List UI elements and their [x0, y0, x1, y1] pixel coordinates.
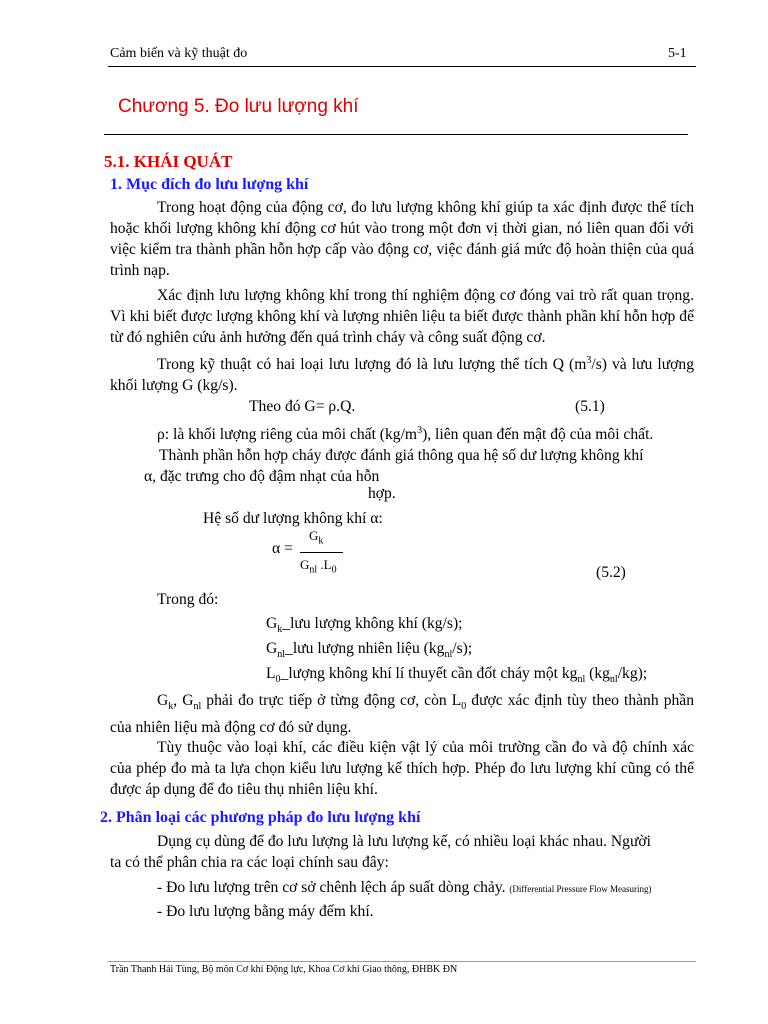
- def3-text: _lượng không khí lí thuyết cần đốt cháy một kg: [280, 665, 578, 682]
- def2-text: _lưu lượng nhiên liệu (kg: [285, 640, 445, 657]
- definition-gk: [266, 613, 463, 640]
- def1-sym: G: [266, 615, 278, 632]
- paragraph-3: [110, 350, 694, 396]
- p5-text-a: phải đo trực tiếp ở từng động cơ, còn L: [201, 692, 462, 709]
- fraction-lhs: α =: [272, 540, 293, 557]
- def3-mid: (kg: [585, 665, 610, 682]
- def2-sym: G: [266, 640, 278, 657]
- chapter-title: Chương 5. Đo lưu lượng khí: [118, 96, 359, 117]
- paragraph-6: Tùy thuộc vào loại khí, các điều kiện vật lý của môi trường cần đo và độ chính xác của phép đo mà ta lựa chọn kiểu lưu lượng kế thích hợp. Phép đo lưu lượng khí cũng có thể được áp dụng để đo tiêu thụ nhiên liệu khí.: [110, 739, 694, 798]
- p3-sup: 3: [586, 355, 592, 366]
- p3-text-a: Trong kỹ thuật có hai loại lưu lượng đó là lưu lượng thể tích Q (m: [157, 356, 587, 374]
- equation-5-1: Theo đó G= ρ.Q.: [249, 398, 356, 415]
- fraction-numerator: [309, 528, 323, 547]
- def2-sub: nl: [277, 649, 286, 661]
- def3-sym: L: [266, 665, 276, 682]
- sub2-p1-line-1: Dụng cụ dùng để đo lưu lượng là lưu lượng kế, có nhiều loại khác nhau. Người: [157, 833, 652, 850]
- paragraph-1: Trong hoạt động của động cơ, đo lưu lượng không khí giúp ta xác định được thể tích hoặc khối lượng không khí động cơ hút vào trong một đơn vị thời gian, nó liên quan đối với việc kiểm tra thành phần hỗn hợp cấp vào động cơ, việc đánh giá mức độ hoàn thiện của quá trình nạp.: [110, 199, 694, 279]
- frac-num-sub: k: [318, 535, 324, 547]
- frac-den-sub2: 0: [331, 564, 337, 576]
- def3-sub2: nl: [577, 674, 586, 686]
- rho-sup: 3: [417, 425, 423, 436]
- def2-tail: /s);: [452, 640, 473, 657]
- chapter-rule: [104, 134, 688, 135]
- header-page-number: 5-1: [668, 46, 687, 61]
- p5-sub1: k: [168, 701, 174, 713]
- def1-sub: k: [277, 624, 283, 636]
- def2-sub2: nl: [444, 649, 453, 661]
- equation-5-1-number: (5.1): [575, 398, 605, 415]
- p5-sub3: 0: [461, 701, 467, 713]
- p3-text-b: /s) và lưu lượng khối lượng G (kg/s).: [110, 356, 694, 395]
- sub2-p1-line-2: ta có thể phân chia ra các loại chính sau đây:: [110, 854, 389, 871]
- def3-sub3: nl: [609, 674, 618, 686]
- p5-sub2: nl: [193, 701, 202, 713]
- subsection-2-title: 2. Phân loại các phương pháp đo lưu lượng khí: [100, 809, 421, 826]
- def3-tail: /kg);: [617, 665, 648, 682]
- equation-5-2-number: (5.2): [596, 564, 626, 581]
- p4-line-3: hợp.: [368, 485, 396, 502]
- p5-sep: , G: [173, 692, 194, 709]
- bullet-1: [157, 877, 651, 900]
- p5-G1: G: [157, 692, 169, 709]
- bullet-2: - Đo lưu lượng bằng máy đếm khí.: [157, 903, 374, 920]
- footer-text: Trần Thanh Hải Tùng, Bộ môn Cơ khí Động lực, Khoa Cơ khí Giao thông, ĐHBK ĐN: [110, 964, 458, 975]
- rho-definition: [157, 420, 653, 445]
- bullet-1-note: (Differential Pressure Flow Measuring): [509, 884, 652, 894]
- frac-den-G: G: [300, 557, 310, 572]
- footer-rule: [108, 961, 696, 962]
- header-left: Cảm biến và kỹ thuật đo: [110, 46, 248, 61]
- frac-den-sub: nl: [309, 564, 318, 576]
- p4-line-2: α, đặc trưng cho độ đậm nhạt của hỗn: [144, 468, 380, 485]
- subsection-1-title: 1. Mục đích đo lưu lượng khí: [110, 176, 309, 193]
- p5-text-b: được xác định tùy theo thành phần của nhiên liệu mà động cơ đó sử dụng.: [110, 692, 695, 737]
- header-rule: [108, 66, 696, 67]
- bullet-1-text: - Đo lưu lượng trên cơ sở chênh lệch áp suất dòng chảy.: [157, 879, 506, 896]
- alpha-label: Hệ số dư lượng không khí α:: [203, 510, 383, 527]
- frac-den-L: .L: [317, 557, 332, 572]
- def3-sub: 0: [275, 674, 281, 686]
- definition-l0: [266, 663, 647, 690]
- paragraph-2: Xác định lưu lượng không khí trong thí nghiệm động cơ đóng vai trò rất quan trọng. Vì khi biết được lượng không khí và lượng nhiên liệu ta biết được thành phần khí hỗn hợp để từ đó nghiên cứu ảnh hưởng đến quá trình cháy và công suất động cơ.: [110, 287, 694, 346]
- fraction-bar: [300, 552, 343, 553]
- rho-text-b: ), liên quan đến mật độ của môi chất.: [422, 426, 654, 444]
- paragraph-5: [110, 690, 694, 738]
- section-title: 5.1. KHÁI QUÁT: [104, 152, 233, 171]
- definition-gnl: [266, 638, 472, 665]
- frac-num-G: G: [309, 528, 319, 543]
- p4-line-1: Thành phần hỗn hợp cháy được đánh giá thông qua hệ số dư lượng không khí: [159, 447, 644, 464]
- where-label: Trong đó:: [157, 591, 219, 608]
- def1-text: _lưu lượng không khí (kg/s);: [282, 615, 463, 632]
- rho-text-a: ρ: là khối lượng riêng của môi chất (kg/m: [157, 426, 418, 444]
- fraction-denominator: [300, 557, 337, 576]
